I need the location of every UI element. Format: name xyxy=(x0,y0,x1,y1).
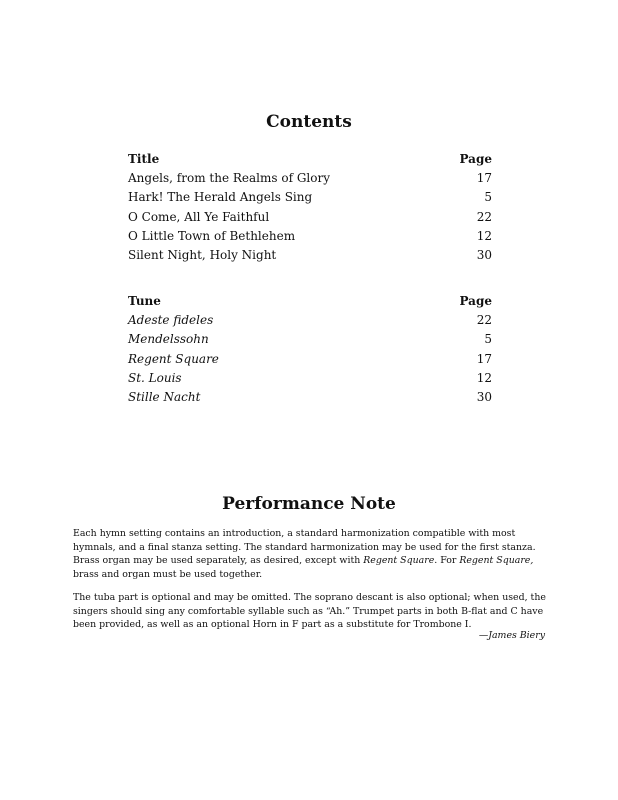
tune-row xyxy=(128,311,492,330)
hymn-title: Hark! The Herald Angels Sing xyxy=(128,190,313,205)
tune-row xyxy=(128,388,492,407)
tune-row xyxy=(128,330,492,349)
hymn-title: O Little Town of Bethlehem xyxy=(128,228,296,243)
column-header-page: Page xyxy=(459,152,492,166)
tunes-table-header xyxy=(128,292,492,311)
tune-name: Adeste fideles xyxy=(128,313,214,328)
performance-note-paragraph-2: The tuba part is optional and may be omitted. The soprano descant is also optional; when used, the singers should sing any comfortable syllable such as “Ah.” Trumpet parts in both B-flat and C have been provided, as well as an optional Horn in F part as a substitute for Trombone I. xyxy=(73,592,546,631)
tune-name: Stille Nacht xyxy=(128,389,201,404)
page-number: 12 xyxy=(476,370,492,385)
note-text: Each hymn setting contains an introduction, a standard harmonization compatible with most hymnals, and a final stanza setting. The standard harmonization may be used for the first stanza. Brass organ may be used separately, as desired, except with xyxy=(73,528,536,567)
page-number: 22 xyxy=(476,209,492,224)
tune-reference: Regent Square xyxy=(363,555,435,567)
performance-note-heading: Performance Note xyxy=(222,494,396,514)
tune-name: St. Louis xyxy=(128,370,182,385)
author-signature: —James Biery xyxy=(478,630,545,641)
note-text: . For xyxy=(434,555,460,567)
page-number: 30 xyxy=(476,389,492,404)
page-number: 5 xyxy=(484,332,492,347)
tunes-table xyxy=(128,292,492,407)
page-number: 17 xyxy=(476,351,492,366)
column-header-page: Page xyxy=(459,294,492,308)
tune-name: Mendelssohn xyxy=(128,332,209,347)
column-header-title: Title xyxy=(128,152,160,166)
tune-row xyxy=(128,350,492,369)
title-row xyxy=(128,188,492,207)
page-number: 17 xyxy=(476,171,492,186)
performance-note-paragraph-1 xyxy=(73,527,548,581)
title-row xyxy=(128,246,492,265)
titles-table xyxy=(128,150,492,265)
title-row xyxy=(128,227,492,246)
page-number: 22 xyxy=(476,313,492,328)
hymn-title: Angels, from the Realms of Glory xyxy=(128,171,330,186)
tune-name: Regent Square xyxy=(128,351,219,366)
note-text: brass and organ must be used together. xyxy=(73,568,263,580)
page-number: 12 xyxy=(476,228,492,243)
hymn-title: O Come, All Ye Faithful xyxy=(128,209,270,224)
title-row xyxy=(128,169,492,188)
hymn-title: Silent Night, Holy Night xyxy=(128,247,277,262)
contents-heading: Contents xyxy=(266,112,352,132)
tune-row xyxy=(128,369,492,388)
tune-reference: Regent Square, xyxy=(459,555,534,567)
titles-table-header xyxy=(128,150,492,169)
column-header-tune: Tune xyxy=(128,294,161,308)
page-number: 5 xyxy=(484,190,492,205)
page-number: 30 xyxy=(476,247,492,262)
title-row xyxy=(128,208,492,227)
